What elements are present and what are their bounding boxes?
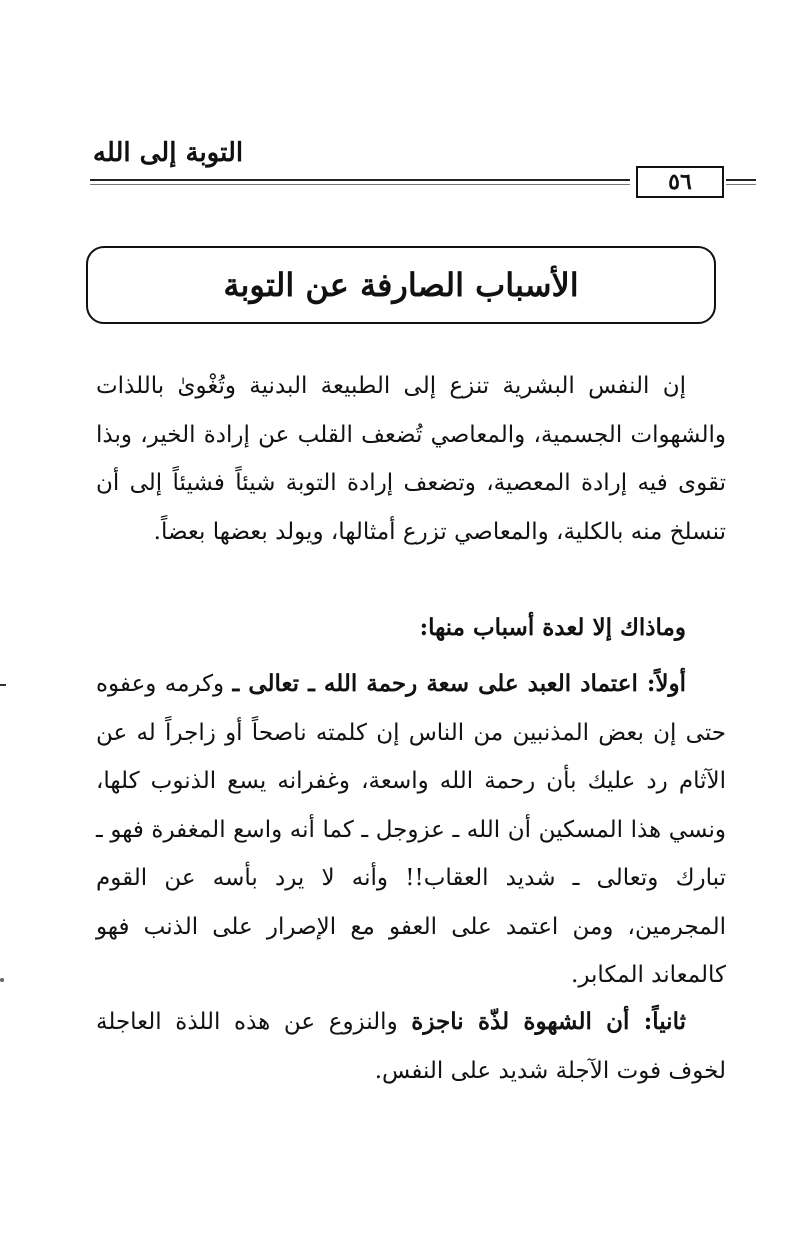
scan-mark <box>0 978 4 982</box>
header-rule-short <box>726 179 756 185</box>
reasons-intro: وماذاك إلا لعدة أسباب منها: <box>419 614 686 641</box>
paragraph-second-reason <box>96 998 726 1095</box>
header-rule <box>90 169 720 195</box>
section-title: الأسباب الصارفة عن التوبة <box>223 266 579 304</box>
second-reason-lead: ثانياً: أن الشهوة لذّة ناجزة <box>411 1008 686 1035</box>
first-reason-text: وكرمه وعفوه حتى إن بعض المذنبين من الناس إن كلمته ناصحاً أو زاجراً له عن الآثام رد عليك بأن رحمة الله واسعة، وغفرانه يسع الذنوب كلها، ونسي هذا المسكين أن الله ـ عزوجل ـ كما أنه واسع المغفرة فهو ـ تبارك وتعالى ـ شديد العقاب!! وأنه لا يرد بأسه عن القوم المجرمين، ومن اعتمد على العفو مع الإصرار على الذنب فهو كالمعاند المكابر. <box>96 671 726 988</box>
second-reason-text: والنزوع عن هذه اللذة العاجلة لخوف فوت الآجلة شديد على النفس. <box>96 1009 726 1084</box>
section-title-box <box>86 246 716 324</box>
running-title: التوبة إلى الله <box>92 138 244 168</box>
paragraph-intro: إن النفس البشرية تنزع إلى الطبيعة البدنية وتُغْوىٰ باللذات والشهوات الجسمية، والمعاصي تُضعف القلب عن إرادة الخير، وبذا تقوى فيه إرادة المعصية، وتضعف إرادة التوبة شيئاً فشيئاً إلى أن تنسلخ منه بالكلية، والمعاصي تزرع أمثالها، ويولد بعضها بعضاً. <box>96 373 726 545</box>
scan-mark <box>0 684 6 686</box>
page-number: ٥٦ <box>636 166 724 198</box>
header-rule-long <box>90 179 630 185</box>
first-reason-lead: أولاً: اعتماد العبد على سعة رحمة الله ـ تعالى ـ <box>232 670 686 697</box>
paragraph-first-reason <box>96 660 726 1000</box>
